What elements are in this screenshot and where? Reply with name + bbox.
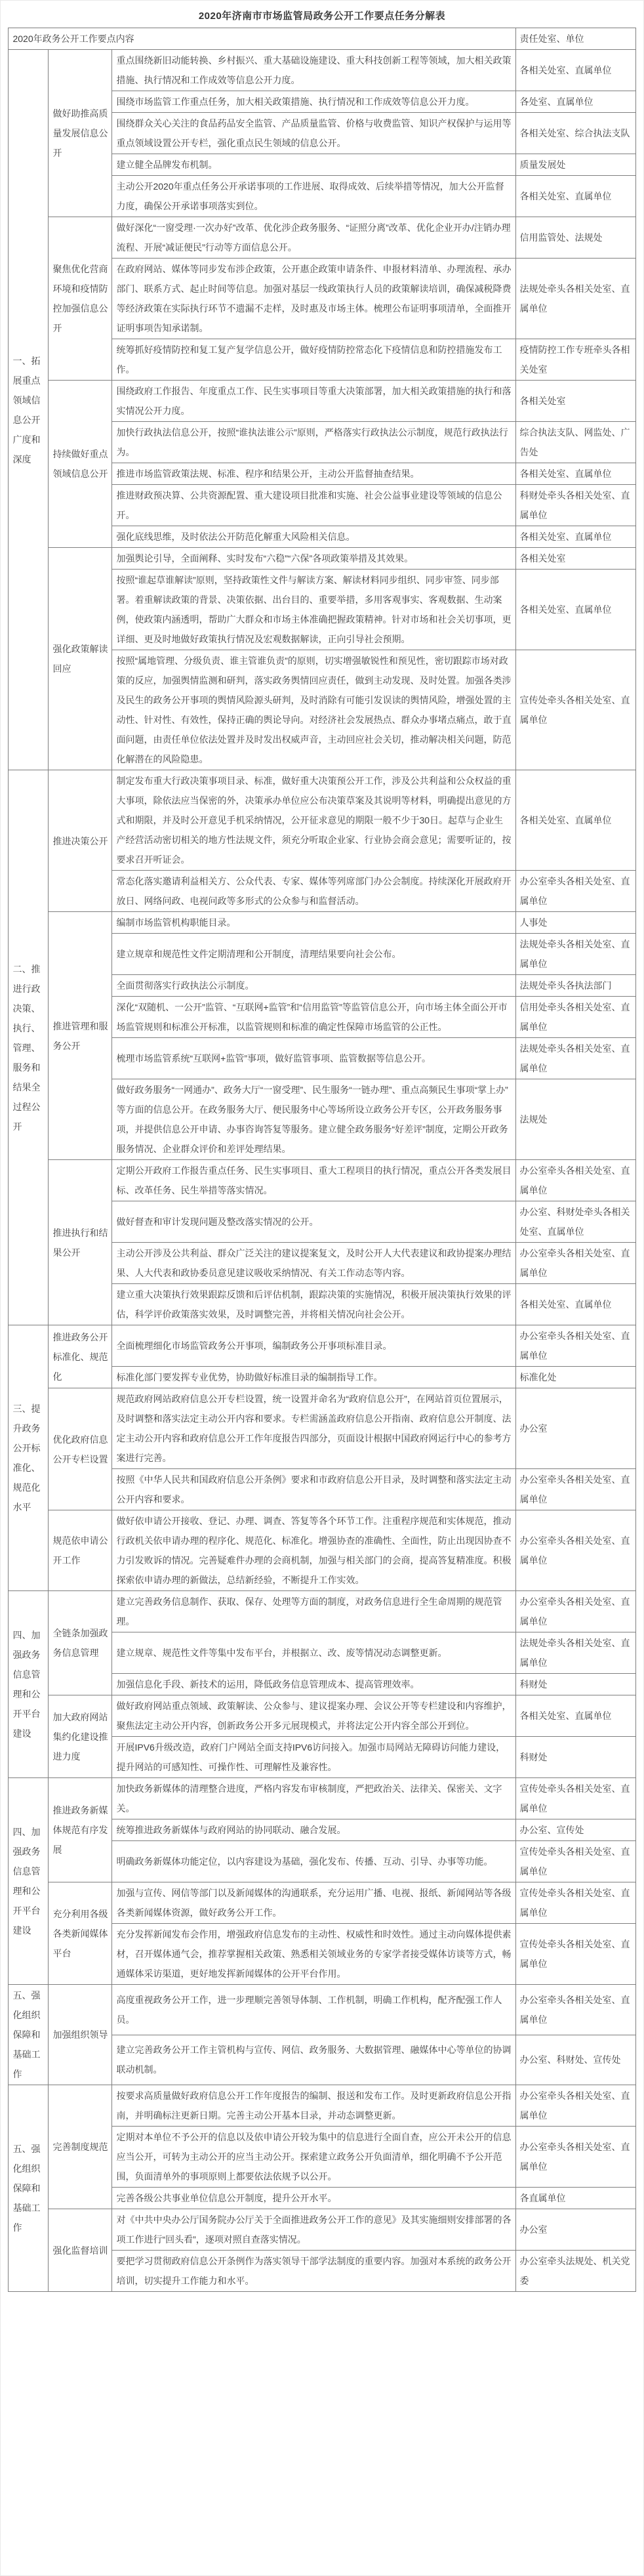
task-cell: 充分发挥新闻发布会作用，增强政府信息发布的主动性、权威性和时效性。通过主动向媒体提供素材，召开媒体通气会，推荐掌握相关政策、熟悉相关领域业务的专家学者接受媒体访谈等方式，畅通媒体采访渠道，更好地发挥新闻媒体的公开平台作用。 bbox=[112, 1924, 515, 1985]
unit-cell: 各相关处室 bbox=[515, 548, 635, 570]
unit-cell: 办公室牵头各相关处室、直属单位 bbox=[515, 1160, 635, 1201]
unit-cell: 办公室、宣传处 bbox=[515, 1819, 635, 1841]
unit-cell: 各相关处室、直属单位 bbox=[515, 463, 635, 485]
table-row bbox=[9, 1160, 635, 1201]
section-cell: 加强组织领导 bbox=[49, 1985, 112, 2085]
unit-cell: 人事处 bbox=[515, 912, 635, 934]
section-cell: 持续做好重点领域信息公开 bbox=[49, 381, 112, 548]
category-cell: 一、拓展重点领域信息公开广度和深度 bbox=[9, 50, 49, 770]
unit-cell: 各相关处室、直属单位 bbox=[515, 176, 635, 217]
section-cell: 全链条加强政务信息管理 bbox=[49, 1591, 112, 1695]
task-cell: 完善各级公共事业单位信息公开制度，提升公开水平。 bbox=[112, 2188, 515, 2209]
section-cell: 加大政府网站集约化建设推进力度 bbox=[49, 1695, 112, 1778]
unit-cell: 办公室 bbox=[515, 1388, 635, 1469]
unit-cell: 法规处牵头各相关处室、直属单位 bbox=[515, 1632, 635, 1674]
task-cell: 主动公开2020年重点任务公开承诺事项的工作进展、取得成效、后续举措等情况，加大公开监督力度，确保公开承诺事项落实到位。 bbox=[112, 176, 515, 217]
section-cell: 做好助推高质量发展信息公开 bbox=[49, 50, 112, 217]
task-cell: 按照“属地管理、分级负责、谁主管谁负责”的原则，切实增强敏锐性和预见性，密切跟踪市场对政策的反应，加强舆情监测和研判，落实政务舆情回应责任，做到主动发现、及时处置。加强各类涉及民生的政务公开事项的舆情风险源头研判，及时消除有可能引发误读的舆情风险，增强处置的主动性、针对性、有效性，保持正确的舆论导向。对经济社会发展热点、群众办事堵点痛点，敢于直面问题，由责任单位依法处置并及时发出权威声音，主动回应社会关切，推动解决相关问题，防范化解潜在的风险隐患。 bbox=[112, 650, 515, 770]
task-cell: 全面梳理细化市场监管政务公开事项，编制政务公开事项标准目录。 bbox=[112, 1325, 515, 1367]
page-title: 2020年济南市市场监管局政务公开工作要点任务分解表 bbox=[198, 10, 446, 22]
unit-cell: 科财处牵头各相关处室、直属单位 bbox=[515, 485, 635, 526]
task-cell: 要把学习贯彻政府信息公开条例作为落实领导干部学法制度的重要内容。加强对本系统的政务公开培训，切实提升工作能力和水平。 bbox=[112, 2251, 515, 2292]
task-cell: 建立规章、规范性文件等集中发布平台，并根据立、改、废等情况动态调整更新。 bbox=[112, 1632, 515, 1674]
section-cell: 推进执行和结果公开 bbox=[49, 1160, 112, 1325]
task-cell: 做好政府网站重点领域、政策解读、公众参与、建议提案办理、会议公开等专栏建设和内容维护，聚焦法定主动公开内容，创新政务公开多元展现模式，并将法定公开内容全部公开到位。 bbox=[112, 1695, 515, 1737]
task-cell: 统筹推进政务新媒体与政府网站的协同联动、融合发展。 bbox=[112, 1819, 515, 1841]
task-cell: 做好督查和审计发现问题及整改落实情况的公开。 bbox=[112, 1201, 515, 1243]
unit-cell: 办公室牵头各相关处室、直属单位 bbox=[515, 1243, 635, 1284]
section-cell: 规范依申请公开工作 bbox=[49, 1510, 112, 1591]
category-cell: 五、强化组织保障和基础工作 bbox=[9, 1985, 49, 2085]
task-cell: 建立健全品牌发布机制。 bbox=[112, 154, 515, 176]
task-cell: 标准化部门要发挥专业优势，协助做好标准目录的编制指导工作。 bbox=[112, 1367, 515, 1388]
unit-cell: 科财处 bbox=[515, 1674, 635, 1695]
unit-cell: 办公室牵头各相关处室、直属单位 bbox=[515, 2085, 635, 2127]
section-cell: 强化监督培训 bbox=[49, 2209, 112, 2292]
task-cell: 做好依申请公开接收、登记、办理、调查、答复等各个环节工作。注重程序规范和实体规范，推动行政机关依申请办理的程序化、规范化、标准化。增强协查的准确性、全面性，防止出现因协查不力引发败诉的情况。完善疑难件办理的会商机制，加强与相关部门的会商，提高答复精准度。积极探索依申请办理的新做法，总结新经验，不断提升工作实效。 bbox=[112, 1510, 515, 1591]
table-row bbox=[9, 2085, 635, 2127]
task-cell: 规范政府网站政府信息公开专栏设置，统一设置并命名为“政府信息公开”，在网站首页位置展示，及时调整和落实法定主动公开内容和要求。专栏需涵盖政府信息公开指南、政府信息公开制度、法定主动公开内容和政府信息公开工作年度报告四部分，页面设计根据中国政府网运行中心的参考方案进行完善。 bbox=[112, 1388, 515, 1469]
unit-cell: 办公室 bbox=[515, 2209, 635, 2251]
unit-cell: 各相关处室、直属单位 bbox=[515, 526, 635, 548]
task-breakdown-table bbox=[8, 28, 635, 2292]
task-cell: 加强与宣传、网信等部门以及新闻媒体的沟通联系，充分运用广播、电视、报纸、新闻网站等各级各类新闻媒体资源，做好政务公开工作。 bbox=[112, 1882, 515, 1924]
task-cell: 制定发布重大行政决策事项目录、标准，做好重大决策预公开工作，涉及公共利益和公众权益的重大事项，除依法应当保密的外，决策承办单位应公布决策草案及其说明等材料，明确提出意见的方式和期限，并及时公开意见手机采纳情况，公开征求意见的期限一般不少于30日。起草与企业生产经营活动密切相关的地方性法规文件，须充分听取企业家、行业协会商会意见；需要听证的，按要求召开听证会。 bbox=[112, 770, 515, 871]
task-cell: 按照“谁起草谁解读”原则，坚持政策性文件与解读方案、解读材料同步组织、同步审签、同步部署。着重解读政策的背景、决策依据、出台目的、重要举措，多用客观事实、客观数据、生动案例，使政策内涵透明，帮助广大群众和市场主体准确把握政策精神。针对市场和社会关切事项，更详细、更及时地做好政策执行情况及宏观数据解读，正向引导社会预期。 bbox=[112, 570, 515, 650]
unit-cell: 办公室牵头法规处、机关党委 bbox=[515, 2251, 635, 2292]
header-responsible-column: 责任处室、单位 bbox=[515, 28, 635, 50]
table-row bbox=[9, 1388, 635, 1469]
unit-cell: 办公室牵头各相关处室、直属单位 bbox=[515, 1469, 635, 1510]
task-cell: 做好政务服务“一网通办”、政务大厅“一窗受理”、民生服务“一链办理”、重点高频民生事项“掌上办”等方面的信息公开。在政务服务大厅、便民服务中心等场所设立政务公开专区，公开政务服务事项，并提供信息公开申请、办事咨询答复等服务。建立健全政务服务“好差评”制度，定期公开政务服务情况、企业群众评价和差评处理结果。 bbox=[112, 1079, 515, 1160]
section-cell: 推进政务新媒体规范有序发展 bbox=[49, 1778, 112, 1882]
section-cell: 聚焦优化营商环境和疫情防控加强信息公开 bbox=[49, 217, 112, 381]
table-row bbox=[9, 50, 635, 91]
table-row bbox=[9, 1882, 635, 1924]
table-header-row bbox=[9, 28, 635, 50]
table-row bbox=[9, 217, 635, 259]
unit-cell: 法规处 bbox=[515, 1079, 635, 1160]
task-cell: 开展IPV6升级改造，政府门户网站全面支持IPV6访问接入。加强市局网站无障碍访问能力建设，提升网站的可感知性、可操作性、可理解性及兼容性。 bbox=[112, 1737, 515, 1778]
task-cell: 按照《中华人民共和国政府信息公开条例》要求和市政府信息公开目录，及时调整和落实法定主动公开内容和要求。 bbox=[112, 1469, 515, 1510]
category-cell: 四、加强政务信息管理和公开平台建设 bbox=[9, 1591, 49, 1778]
task-cell: 建立规章和规范性文件定期清理和公开制度，清理结果要向社会公布。 bbox=[112, 934, 515, 975]
task-cell: 定期公开政府工作报告重点任务、民生实事项目、重大工程项目的执行情况，重点公开各类发展目标、改革任务、民生举措等落实情况。 bbox=[112, 1160, 515, 1201]
unit-cell: 宣传处牵头各相关处室、直属单位 bbox=[515, 1882, 635, 1924]
task-cell: 对《中共中央办公厅国务院办公厅关于全面推进政务公开工作的意见》及其实施细则安排部署的各项工作进行“回头看”，逐项对照自查落实情况。 bbox=[112, 2209, 515, 2251]
unit-cell: 办公室牵头各相关处室、直属单位 bbox=[515, 2127, 635, 2188]
unit-cell: 科财处 bbox=[515, 1737, 635, 1778]
category-cell: 二、推进行政决策、执行、管理、服务和结果全过程公开 bbox=[9, 770, 49, 1325]
task-cell: 加快行政执法信息公开，按照“谁执法谁公示”原则，严格落实行政执法公示制度，规范行政执法行为。 bbox=[112, 422, 515, 463]
section-cell: 推进决策公开 bbox=[49, 770, 112, 912]
unit-cell: 信用监管处、法规处 bbox=[515, 217, 635, 259]
header-content-column: 2020年政务公开工作要点内容 bbox=[9, 28, 515, 50]
task-cell: 全面贯彻落实行政执法公示制度。 bbox=[112, 975, 515, 997]
category-cell: 四、加强政务信息管理和公开平台建设 bbox=[9, 1778, 49, 1985]
task-cell: 强化底线思维，及时依法公开防范化解重大风险相关信息。 bbox=[112, 526, 515, 548]
table-row bbox=[9, 1695, 635, 1737]
unit-cell: 法规处牵头各相关处室、直属单位 bbox=[515, 934, 635, 975]
unit-cell: 宣传处牵头各相关处室、直属单位 bbox=[515, 650, 635, 770]
task-cell: 建立完善政务公开工作主管机构与宣传、网信、政务服务、大数据管理、融媒体中心等单位的协调联动机制。 bbox=[112, 2035, 515, 2085]
unit-cell: 标准化处 bbox=[515, 1367, 635, 1388]
unit-cell: 疫情防控工作专班牵头各相关处室 bbox=[515, 339, 635, 381]
section-cell: 完善制度规范 bbox=[49, 2085, 112, 2209]
table-body bbox=[9, 50, 635, 2292]
unit-cell: 法规处牵头各执法部门 bbox=[515, 975, 635, 997]
table-row bbox=[9, 2209, 635, 2251]
unit-cell: 宣传处牵头各相关处室、直属单位 bbox=[515, 1778, 635, 1819]
unit-cell: 办公室、科财处、宣传处 bbox=[515, 2035, 635, 2085]
section-cell: 推进管理和服务公开 bbox=[49, 912, 112, 1160]
unit-cell: 各相关处室、直属单位 bbox=[515, 1695, 635, 1737]
unit-cell: 办公室、科财处牵头各相关处室、直属单位 bbox=[515, 1201, 635, 1243]
task-cell: 定期对本单位不予公开的信息以及依申请公开较为集中的信息进行全面自查，应公开未公开的信息应当公开，可转为主动公开的应当主动公开。探索建立政务公开负面清单，细化明确不予公开范围，负面清单外的事项原则上都要依法依规予以公开。 bbox=[112, 2127, 515, 2188]
task-cell: 围绕市场监管工作重点任务，加大相关政策措施、执行情况和工作成效等信息公开力度。 bbox=[112, 91, 515, 113]
task-cell: 做好深化“一窗受理·一次办好”改革、优化涉企政务服务、“证照分离”改革、优化企业开办/注销办理流程、开展“减证便民”行动等方面信息公开。 bbox=[112, 217, 515, 259]
table-row bbox=[9, 912, 635, 934]
table-row bbox=[9, 1510, 635, 1591]
task-cell: 统筹抓好疫情防控和复工复产复学信息公开，做好疫情防控常态化下疫情信息和防控措施发布工作。 bbox=[112, 339, 515, 381]
task-cell: 深化“双随机、一公开”监管、“互联网+监管”和“信用监管”等监管信息公开，向市场主体全面公开市场监管规则和标准公开标准，以监管规则和标准的确定性保障市场监管的公正性。 bbox=[112, 997, 515, 1038]
unit-cell: 各处室、直属单位 bbox=[515, 91, 635, 113]
task-cell: 建立完善政务信息制作、获取、保存、处理等方面的制度，对政务信息进行全生命周期的规范管理。 bbox=[112, 1591, 515, 1632]
table-row bbox=[9, 1778, 635, 1819]
unit-cell: 各相关处室、综合执法支队 bbox=[515, 113, 635, 154]
task-cell: 建立重大决策执行效果跟踪反馈和后评估机制，跟踪决策的实施情况，积极开展决策执行效果的评估，科学评价政策落实效果，及时调整完善，并将相关情况向社会公开。 bbox=[112, 1284, 515, 1325]
unit-cell: 办公室牵头各相关处室、直属单位 bbox=[515, 871, 635, 912]
task-cell: 编制市场监管机构职能目录。 bbox=[112, 912, 515, 934]
task-cell: 围绕群众关心关注的食品药品安全监管、产品质量监管、价格与收费监管、知识产权保护与运用等重点领域设置公开专栏，强化重点民生领域的信息公开。 bbox=[112, 113, 515, 154]
unit-cell: 各相关处室、直属单位 bbox=[515, 50, 635, 91]
unit-cell: 质量发展处 bbox=[515, 154, 635, 176]
unit-cell: 办公室牵头各相关处室、直属单位 bbox=[515, 1591, 635, 1632]
task-cell: 加强舆论引导，全面阐释、实时发布“六稳”“六保”各项政策举措及其效果。 bbox=[112, 548, 515, 570]
table-row bbox=[9, 548, 635, 570]
table-row bbox=[9, 1985, 635, 2035]
unit-cell: 各直属单位 bbox=[515, 2188, 635, 2209]
table-row bbox=[9, 1591, 635, 1632]
unit-cell: 综合执法支队、网监处、广告处 bbox=[515, 422, 635, 463]
table-row bbox=[9, 770, 635, 871]
section-cell: 充分利用各级各类新闻媒体平台 bbox=[49, 1882, 112, 1985]
table-row bbox=[9, 381, 635, 422]
unit-cell: 办公室牵头各相关处室、直属单位 bbox=[515, 1325, 635, 1367]
task-cell: 加快政务新媒体的清理整合进度，严格内容发布审核制度，严把政治关、法律关、保密关、文字关。 bbox=[112, 1778, 515, 1819]
section-cell: 推进政务公开标准化、规范化 bbox=[49, 1325, 112, 1388]
section-cell: 优化政府信息公开专栏设置 bbox=[49, 1388, 112, 1510]
task-cell: 梳理市场监管系统“互联网+监管”事项，做好监管事项、监管数据等信息公开。 bbox=[112, 1038, 515, 1079]
category-cell: 三、提升政务公开标准化、规范化水平 bbox=[9, 1325, 49, 1591]
task-cell: 推进市场监管政策法规、标准、程序和结果公开，主动公开监督抽查结果。 bbox=[112, 463, 515, 485]
unit-cell: 各相关处室、直属单位 bbox=[515, 1284, 635, 1325]
task-cell: 按要求高质量做好政府信息公开工作年度报告的编制、报送和发布工作。及时更新政府信息公开指南，并明确标注更新日期。完善主动公开基本目录，并动态调整更新。 bbox=[112, 2085, 515, 2127]
unit-cell: 各相关处室、直属单位 bbox=[515, 770, 635, 871]
unit-cell: 法规处牵头各相关处室、直属单位 bbox=[515, 1038, 635, 1079]
unit-cell: 宣传处牵头各相关处室、直属单位 bbox=[515, 1841, 635, 1882]
unit-cell: 各相关处室 bbox=[515, 381, 635, 422]
task-cell: 加强信息化手段、新技术的运用，降低政务信息管理成本、提高管理效率。 bbox=[112, 1674, 515, 1695]
unit-cell: 办公室牵头各相关处室、直属单位 bbox=[515, 1510, 635, 1591]
section-cell: 强化政策解读回应 bbox=[49, 548, 112, 770]
table-row bbox=[9, 1325, 635, 1367]
task-cell: 常态化落实邀请利益相关方、公众代表、专家、媒体等列席部门办公会制度。持续深化开展政府开放日、网络问政、电视问政等多形式的公众参与和监督活动。 bbox=[112, 871, 515, 912]
unit-cell: 各相关处室、直属单位 bbox=[515, 570, 635, 650]
unit-cell: 法规处牵头各相关处室、直属单位 bbox=[515, 259, 635, 339]
unit-cell: 办公室牵头各相关处室、直属单位 bbox=[515, 1985, 635, 2035]
task-cell: 明确政务新媒体功能定位，以内容建设为基础，强化发布、传播、互动、引导、办事等功能。 bbox=[112, 1841, 515, 1882]
task-cell: 重点围绕新旧动能转换、乡村振兴、重大基础设施建设、重大科技创新工程等领域，加大相关政策措施、执行情况和工作成效等信息公开力度。 bbox=[112, 50, 515, 91]
task-cell: 推进财政预决算、公共资源配置、重大建设项目批准和实施、社会公益事业建设等领域的信息公开。 bbox=[112, 485, 515, 526]
task-cell: 在政府网站、媒体等同步发布涉企政策，公开惠企政策申请条件、申报材料清单、办理流程、承办部门、联系方式、起止时间等信息。加强对基层一线政策执行人员的政策解读培训，确保减税降费等经济政策在实际执行环节不遗漏不走样，及时惠及市场主体。梳理公布证明事项清单，全面推开证明事项告知承诺制。 bbox=[112, 259, 515, 339]
unit-cell: 信用处牵头各相关处室、直属单位 bbox=[515, 997, 635, 1038]
task-cell: 围绕政府工作报告、年度重点工作、民生实事项目等重大决策部署，加大相关政策措施的执行和落实情况公开力度。 bbox=[112, 381, 515, 422]
unit-cell: 宣传处牵头各相关处室、直属单位 bbox=[515, 1924, 635, 1985]
task-cell: 主动公开涉及公共利益、群众广泛关注的建议提案复文，及时公开人大代表建议和政协提案办理结果、人大代表和政协委员意见建议吸收采纳情况、有关工作动态等内容。 bbox=[112, 1243, 515, 1284]
task-cell: 高度重视政务公开工作，进一步理顺完善领导体制、工作机制，明确工作机构，配齐配强工作人员。 bbox=[112, 1985, 515, 2035]
category-cell: 五、强化组织保障和基础工作 bbox=[9, 2085, 49, 2292]
